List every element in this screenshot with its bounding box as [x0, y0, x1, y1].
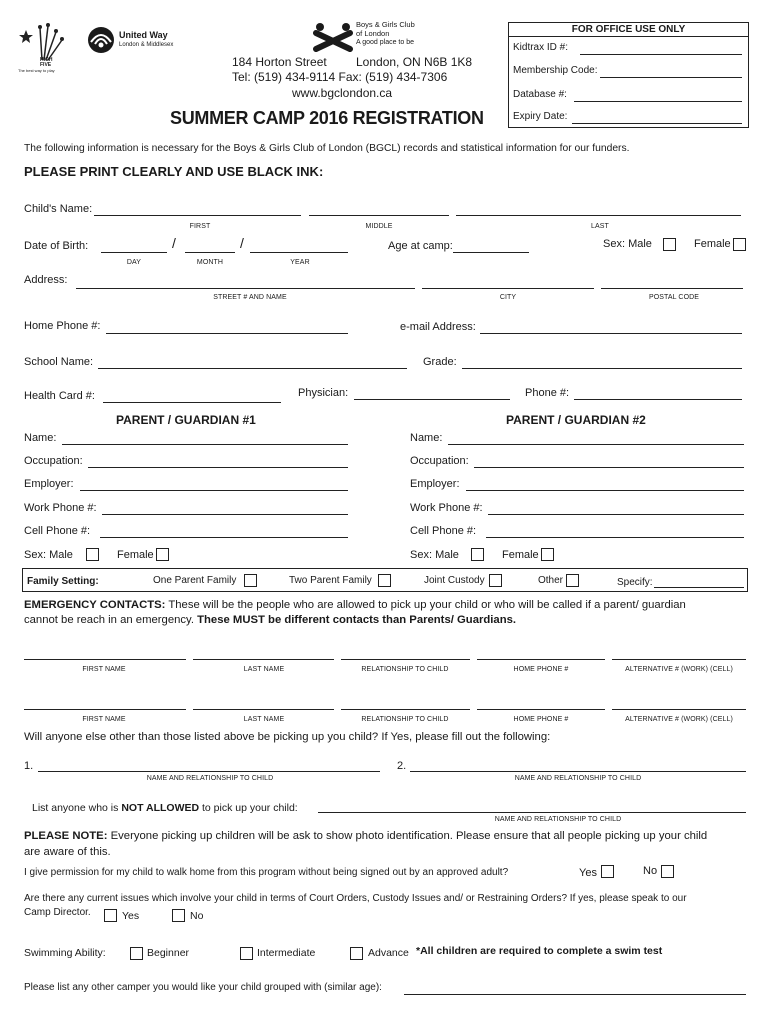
court-no-checkbox[interactable]	[172, 909, 185, 922]
ec2-last-name-field[interactable]	[193, 709, 334, 710]
other-checkbox[interactable]	[566, 574, 579, 587]
g2-occupation-label: Occupation:	[410, 455, 469, 467]
high-five-slogan: The best way to play	[18, 68, 55, 73]
dob-day-field[interactable]	[101, 252, 167, 253]
intro-text: The following information is necessary for the Boys & Girls Club of London (BGCL) records and statistical information for our funders.	[24, 143, 630, 154]
ec1-last-name-field[interactable]	[193, 659, 334, 660]
g1-employer-label: Employer:	[24, 478, 74, 490]
email-label: e-mail Address:	[400, 321, 476, 333]
home-phone-label: Home Phone #:	[24, 320, 101, 332]
g1-cell-phone-label: Cell Phone #:	[24, 525, 91, 537]
email-field[interactable]	[480, 333, 742, 334]
physician-phone-field[interactable]	[574, 399, 742, 400]
grade-field[interactable]	[462, 368, 742, 369]
g1-name-label: Name:	[24, 432, 57, 444]
not-allowed-line	[32, 802, 298, 814]
ec2-caption-first: FIRST NAME	[82, 716, 126, 723]
bgc-tagline: A good place to be	[356, 39, 414, 46]
pickup-2-field[interactable]	[410, 771, 746, 772]
g2-employer-field[interactable]	[466, 490, 744, 491]
health-card-field[interactable]	[103, 402, 281, 403]
emergency-line-2	[24, 614, 516, 626]
g2-occupation-field[interactable]	[474, 467, 744, 468]
postal-field[interactable]	[601, 288, 743, 289]
note-text-1: Everyone picking up children will be ask to show photo identification. Please ensure that all people picking up your child	[107, 830, 708, 842]
swim-intermediate-checkbox[interactable]	[240, 947, 253, 960]
physician-label: Physician:	[298, 387, 349, 399]
walk-home-yes-label: Yes	[579, 867, 597, 879]
ec1-alt-phone-field[interactable]	[612, 659, 746, 660]
not-allowed-pre: List anyone who is	[32, 802, 122, 814]
child-sex-male-label: Sex: Male	[603, 238, 652, 250]
caption-day: DAY	[126, 259, 142, 266]
high-five-logo	[18, 22, 66, 74]
club-street: 184 Horton Street	[232, 55, 327, 69]
pickup-1-field[interactable]	[38, 771, 380, 772]
child-first-name-field[interactable]	[94, 215, 301, 216]
note-line-1	[24, 830, 707, 842]
form-title: SUMMER CAMP 2016 REGISTRATION	[170, 108, 484, 128]
caption-month: MONTH	[196, 259, 224, 266]
ec1-caption-first: FIRST NAME	[82, 666, 126, 673]
court-yes-label: Yes	[122, 910, 140, 922]
g1-cell-phone-field[interactable]	[100, 537, 348, 538]
school-label: School Name:	[24, 356, 94, 368]
caption-first: FIRST	[189, 223, 211, 230]
g1-sex-female-label: Female	[117, 549, 154, 561]
dob-year-field[interactable]	[250, 252, 348, 253]
group-with-field[interactable]	[404, 994, 746, 995]
joint-custody-label: Joint Custody	[424, 575, 485, 586]
school-field[interactable]	[98, 368, 407, 369]
ec1-caption-alt: ALTERNATIVE # (WORK) (CELL)	[625, 666, 733, 673]
bgc-name-2: of London	[356, 29, 390, 38]
pickup-1-label: 1.	[24, 760, 34, 772]
ec2-first-name-field[interactable]	[24, 709, 186, 710]
bgc-name-1: Boys & Girls Club	[356, 20, 415, 29]
swim-intermediate-label: Intermediate	[257, 947, 316, 959]
ec1-caption-home: HOME PHONE #	[513, 666, 569, 673]
not-allowed-bold: NOT ALLOWED	[121, 802, 200, 814]
ec2-home-phone-field[interactable]	[477, 709, 605, 710]
g2-employer-label: Employer:	[410, 478, 460, 490]
g1-employer-field[interactable]	[80, 490, 348, 491]
pickup-2-caption: NAME AND RELATIONSHIP TO CHILD	[514, 775, 642, 782]
one-parent-label: One Parent Family	[153, 575, 237, 586]
walk-home-no-label: No	[643, 865, 658, 877]
grade-label: Grade:	[423, 356, 457, 368]
bgc-people-icon	[312, 22, 354, 52]
g2-name-field[interactable]	[448, 444, 744, 445]
pickup-2-label: 2.	[397, 760, 407, 772]
g2-name-label: Name:	[410, 432, 443, 444]
ec1-home-phone-field[interactable]	[477, 659, 605, 660]
g2-cell-phone-field[interactable]	[486, 537, 744, 538]
swim-beginner-label: Beginner	[147, 947, 190, 959]
g2-cell-phone-label: Cell Phone #:	[410, 525, 477, 537]
physician-phone-label: Phone #:	[525, 387, 570, 399]
database-field[interactable]	[574, 101, 742, 102]
physician-field[interactable]	[354, 399, 510, 400]
other-label: Other	[538, 575, 564, 586]
not-allowed-post: to pick up your child:	[199, 802, 298, 814]
dob-month-field[interactable]	[185, 252, 235, 253]
g1-sex-male-label: Sex: Male	[24, 549, 73, 561]
two-parent-label: Two Parent Family	[289, 575, 372, 586]
one-parent-checkbox[interactable]	[244, 574, 257, 587]
court-no-label: No	[190, 910, 204, 922]
walk-home-no-checkbox[interactable]	[661, 865, 674, 878]
emergency-must: These MUST be different contacts than Parents/ Guardians.	[197, 614, 517, 626]
office-heading-rule	[508, 36, 749, 37]
family-setting-label: Family Setting:	[27, 576, 99, 587]
emergency-lead: EMERGENCY CONTACTS:	[24, 599, 166, 611]
club-phone: Tel: (519) 434-9114 Fax: (519) 434-7306	[232, 70, 448, 84]
membership-field[interactable]	[600, 77, 742, 78]
group-with-label: Please list any other camper you would like your child grouped with (similar age):	[24, 982, 382, 993]
health-card-label: Health Card #:	[24, 390, 95, 402]
high-five-brand: HIGH FIVE	[40, 57, 53, 68]
united-way-region: London & Middlesex	[119, 42, 174, 48]
child-sex-female-label: Female	[694, 238, 731, 250]
note-text-2: are aware of this.	[24, 846, 111, 858]
not-allowed-caption: NAME AND RELATIONSHIP TO CHILD	[494, 816, 622, 823]
g1-name-field[interactable]	[62, 444, 348, 445]
pickup-question: Will anyone else other than those listed above be picking up you child? If Yes, please fill out the following:	[24, 731, 551, 743]
dob-label: Date of Birth:	[24, 240, 89, 252]
g2-sex-male-checkbox[interactable]	[471, 548, 484, 561]
caption-street: STREET # AND NAME	[213, 294, 287, 301]
g2-work-phone-label: Work Phone #:	[410, 502, 483, 514]
united-way-logo	[86, 26, 186, 56]
child-middle-name-field[interactable]	[309, 215, 449, 216]
g2-sex-female-checkbox[interactable]	[541, 548, 554, 561]
city-field[interactable]	[422, 288, 594, 289]
court-yes-checkbox[interactable]	[104, 909, 117, 922]
not-allowed-field[interactable]	[318, 812, 746, 813]
club-website: www.bgclondon.ca	[292, 86, 393, 100]
expiry-label: Expiry Date:	[513, 111, 568, 122]
home-phone-field[interactable]	[106, 333, 348, 334]
print-notice: PLEASE PRINT CLEARLY AND USE BLACK INK:	[24, 164, 324, 179]
age-field[interactable]	[453, 252, 529, 253]
walk-home-yes-checkbox[interactable]	[601, 865, 614, 878]
swim-test-note: *All children are required to complete a swim test	[416, 945, 663, 957]
emergency-text-2: cannot be reach in an emergency.	[24, 614, 198, 626]
joint-custody-checkbox[interactable]	[489, 574, 502, 587]
g1-occupation-label: Occupation:	[24, 455, 83, 467]
swim-label: Swimming Ability:	[24, 947, 106, 959]
ec2-relationship-field[interactable]	[341, 709, 470, 710]
caption-postal: POSTAL CODE	[648, 294, 700, 301]
child-name-label: Child's Name:	[24, 203, 93, 215]
g2-sex-female-label: Female	[502, 549, 539, 561]
ec2-caption-home: HOME PHONE #	[513, 716, 569, 723]
g1-sex-male-checkbox[interactable]	[86, 548, 99, 561]
swim-advance-label: Advance	[368, 947, 409, 959]
ec1-relationship-field[interactable]	[341, 659, 470, 660]
g1-work-phone-label: Work Phone #:	[24, 502, 97, 514]
database-label: Database #:	[513, 89, 567, 100]
emergency-text-1: These will be the people who are allowed to pick up your child or who will be called if a parent/ guardian	[165, 599, 686, 611]
kidtrax-field[interactable]	[580, 54, 742, 55]
bgc-logo	[312, 20, 422, 54]
note-lead: PLEASE NOTE:	[24, 830, 108, 842]
g1-work-phone-field[interactable]	[102, 514, 348, 515]
caption-city: CITY	[499, 294, 517, 301]
club-city: London, ON N6B 1K8	[356, 55, 473, 69]
child-sex-male-checkbox[interactable]	[663, 238, 676, 251]
caption-last: LAST	[591, 223, 609, 230]
office-use-heading: FOR OFFICE USE ONLY	[571, 24, 686, 35]
walk-home-question: I give permission for my child to walk home from this program without being signed out by an approved adult?	[24, 867, 509, 878]
ec1-caption-relationship: RELATIONSHIP TO CHILD	[361, 666, 449, 673]
star-burst-icon	[18, 22, 66, 62]
two-parent-checkbox[interactable]	[378, 574, 391, 587]
ec2-caption-last: LAST NAME	[243, 716, 285, 723]
caption-middle: MIDDLE	[365, 223, 393, 230]
ec1-caption-last: LAST NAME	[243, 666, 285, 673]
ec1-first-name-field[interactable]	[24, 659, 186, 660]
g2-sex-male-label: Sex: Male	[410, 549, 459, 561]
child-last-name-field[interactable]	[456, 215, 741, 216]
swim-advance-checkbox[interactable]	[350, 947, 363, 960]
court-orders-line-1: Are there any current issues which involve your child in terms of Court Orders, Custody Issues and/ or Restraining Orders? If yes, please speak to our	[24, 893, 687, 904]
dob-slash-1: /	[172, 235, 176, 251]
court-orders-line-2: Camp Director.	[24, 907, 91, 918]
ec2-caption-relationship: RELATIONSHIP TO CHILD	[361, 716, 449, 723]
g1-sex-female-checkbox[interactable]	[156, 548, 169, 561]
specify-label: Specify:	[617, 577, 653, 588]
child-sex-female-checkbox[interactable]	[733, 238, 746, 251]
swim-beginner-checkbox[interactable]	[130, 947, 143, 960]
address-label: Address:	[24, 274, 68, 286]
expiry-field[interactable]	[572, 123, 742, 124]
age-label: Age at camp:	[388, 240, 453, 252]
street-field[interactable]	[76, 288, 415, 289]
specify-field[interactable]	[654, 587, 744, 588]
united-way-name: United Way	[119, 30, 168, 40]
ec2-caption-alt: ALTERNATIVE # (WORK) (CELL)	[625, 716, 733, 723]
pickup-1-caption: NAME AND RELATIONSHIP TO CHILD	[146, 775, 274, 782]
united-way-hand-icon	[86, 26, 116, 54]
emergency-line-1	[24, 599, 686, 611]
membership-label: Membership Code:	[513, 65, 598, 76]
ec2-alt-phone-field[interactable]	[612, 709, 746, 710]
g1-occupation-field[interactable]	[88, 467, 348, 468]
guardian-1-heading: PARENT / GUARDIAN #1	[116, 413, 256, 427]
kidtrax-label: Kidtrax ID #:	[513, 42, 569, 53]
g2-work-phone-field[interactable]	[488, 514, 744, 515]
guardian-2-heading: PARENT / GUARDIAN #2	[506, 413, 646, 427]
dob-slash-2: /	[240, 235, 244, 251]
caption-year: YEAR	[290, 259, 310, 266]
